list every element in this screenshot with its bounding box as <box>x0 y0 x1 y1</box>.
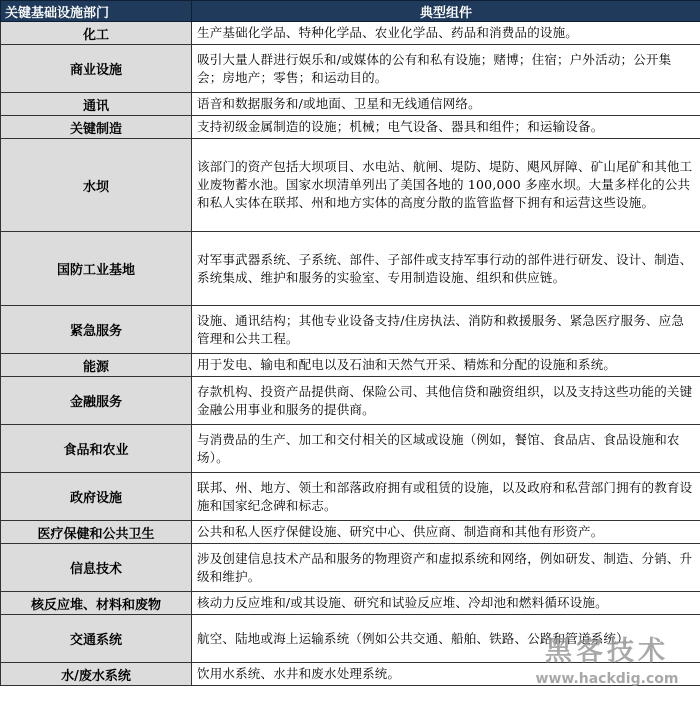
description-cell: 与消费品的生产、加工和交付相关的区域或设施（例如，餐馆、食品店、食品设施和农场）。 <box>192 425 700 473</box>
description-cell: 公共和私人医疗保健设施、研究中心、供应商、制造商和其他有形资产。 <box>192 521 700 544</box>
table-row <box>1 306 700 354</box>
sector-cell: 商业设施 <box>1 45 192 93</box>
sector-cell: 紧急服务 <box>1 306 192 354</box>
description-cell: 支持初级金属制造的设施；机械；电气设备、器具和组件；和运输设备。 <box>192 116 700 139</box>
table-row <box>1 425 700 473</box>
description-cell: 核动力反应堆和/或其设施、研究和试验反应堆、冷却池和燃料循环设施。 <box>192 592 700 615</box>
description-cell: 航空、陆地或海上运输系统（例如公共交通、船舶、铁路、公路和管道系统）。 <box>192 615 700 663</box>
sector-cell: 化工 <box>1 22 192 45</box>
table-row <box>1 377 700 425</box>
description-cell: 吸引大量人群进行娱乐和/或媒体的公有和私有设施；赌博；住宿；户外活动；公开集会；房地产；零售；和运动目的。 <box>192 45 700 93</box>
sector-cell: 国防工业基地 <box>1 232 192 306</box>
table-row <box>1 354 700 377</box>
description-cell: 生产基础化学品、特种化学品、农业化学品、药品和消费品的设施。 <box>192 22 700 45</box>
description-cell: 涉及创建信息技术产品和服务的物理资产和虚拟系统和网络，例如研发、制造、分销、升级和维护。 <box>192 544 700 592</box>
component-column-header: 典型组件 <box>192 1 700 22</box>
description-cell: 语音和数据服务和/或地面、卫星和无线通信网络。 <box>192 93 700 116</box>
table-row <box>1 615 700 663</box>
table-row <box>1 232 700 306</box>
sector-cell: 食品和农业 <box>1 425 192 473</box>
table-row <box>1 473 700 521</box>
watermark-title: 黑客技术 <box>545 636 669 667</box>
sector-cell: 医疗保健和公共卫生 <box>1 521 192 544</box>
description-cell: 该部门的资产包括大坝项目、水电站、航闸、堤防、堤防、飓风屏障、矿山尾矿和其他工业废物蓄水池。国家水坝清单列出了美国各地的 100,000 多座水坝。大量多样化的公共和私人实体在联邦、州和地方实体的高度分散的监管监督下拥有和运营这些设施。 <box>192 139 700 232</box>
sector-cell: 金融服务 <box>1 377 192 425</box>
sector-cell: 水坝 <box>1 139 192 232</box>
description-cell: 存款机构、投资产品提供商、保险公司、其他信贷和融资组织，以及支持这些功能的关键金融公用事业和服务的提供商。 <box>192 377 700 425</box>
sector-cell: 核反应堆、材料和废物 <box>1 592 192 615</box>
table-row <box>1 93 700 116</box>
table-row <box>1 139 700 232</box>
sector-cell: 水/废水系统 <box>1 663 192 686</box>
description-cell: 联邦、州、地方、领土和部落政府拥有或租赁的设施，以及政府和私营部门拥有的教育设施和国家纪念碑和标志。 <box>192 473 700 521</box>
sector-cell: 信息技术 <box>1 544 192 592</box>
table-header-row <box>1 1 700 22</box>
sector-cell: 能源 <box>1 354 192 377</box>
description-cell: 饮用水系统、水井和废水处理系统。 <box>192 663 700 686</box>
table-row <box>1 116 700 139</box>
sector-cell: 关键制造 <box>1 116 192 139</box>
sector-column-header: 关键基础设施部门 <box>1 1 192 22</box>
table-row <box>1 663 700 686</box>
description-cell: 对军事武器系统、子系统、部件、子部件或支持军事行动的部件进行研发、设计、制造、系统集成、维护和服务的实验室、专用制造设施、组织和供应链。 <box>192 232 700 306</box>
sector-cell: 通讯 <box>1 93 192 116</box>
table-row <box>1 592 700 615</box>
sector-cell: 政府设施 <box>1 473 192 521</box>
table-row <box>1 45 700 93</box>
description-cell: 设施、通讯结构；其他专业设备支持/住房执法、消防和救援服务、紧急医疗服务、应急管理和公共工程。 <box>192 306 700 354</box>
table-row <box>1 521 700 544</box>
table-row <box>1 22 700 45</box>
sector-cell: 交通系统 <box>1 615 192 663</box>
description-cell: 用于发电、输电和配电以及石油和天然气开采、精炼和分配的设施和系统。 <box>192 354 700 377</box>
table-row <box>1 544 700 592</box>
watermark-url: www.hackdig.com <box>535 671 679 687</box>
